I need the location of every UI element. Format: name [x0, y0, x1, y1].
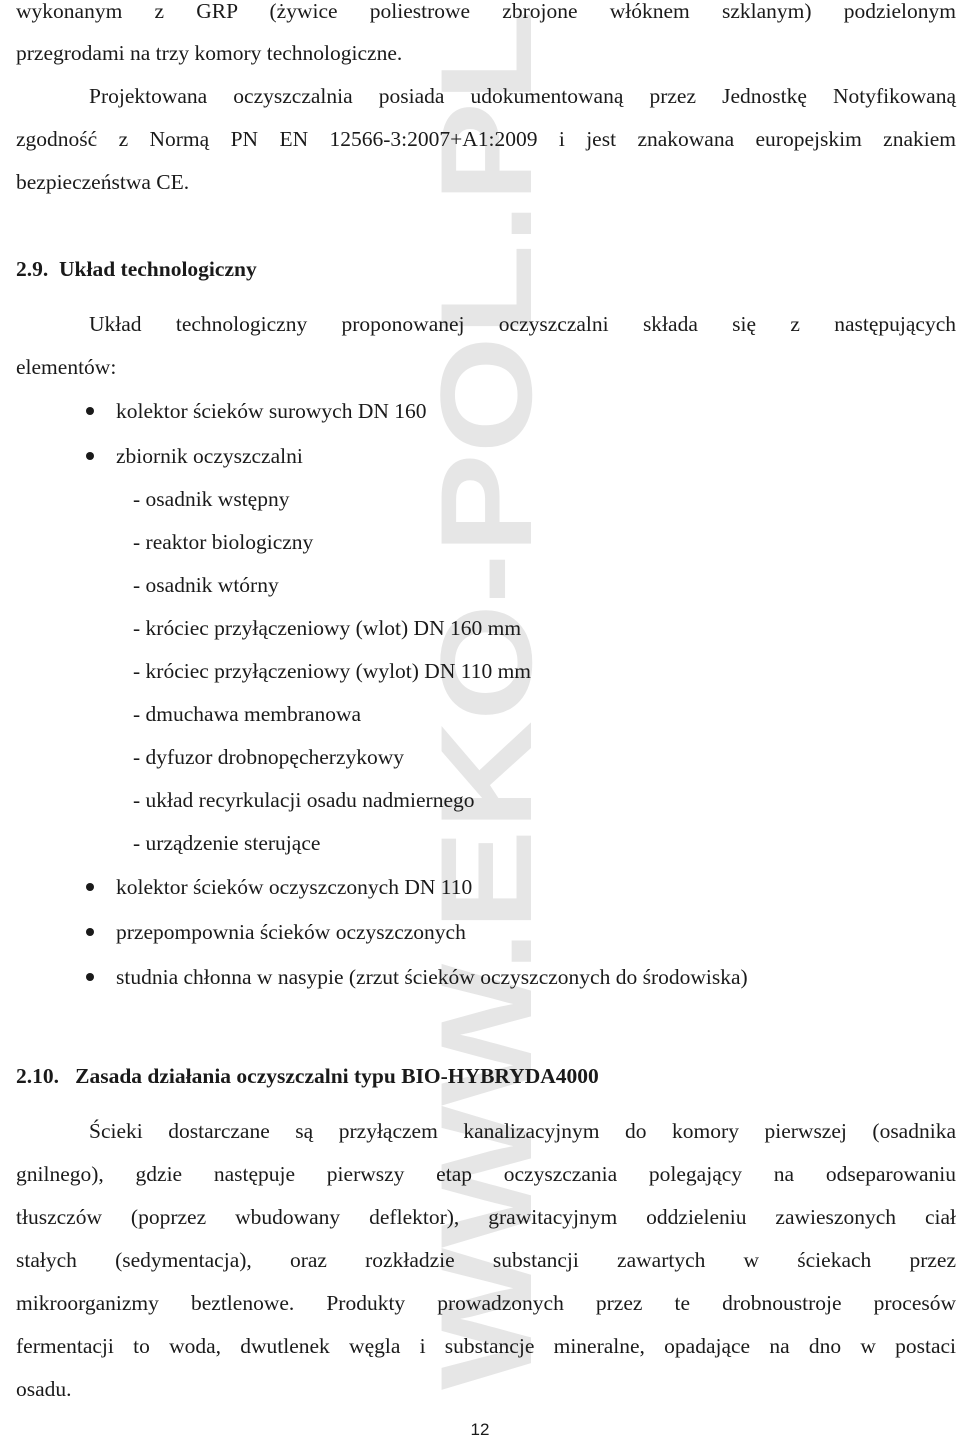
intro-line-2: przegrodami na trzy komory technologiczne.	[16, 41, 403, 65]
section-2-10-line-5: mikroorganizmy beztlenowe. Produkty prowadzonych przez te drobnoustroje procesów	[16, 1291, 956, 1315]
list-item-label: studnia chłonna w nasypie (zrzut ścieków oczyszczonych do środowiska)	[116, 965, 748, 989]
list-item	[78, 873, 472, 901]
intro-line-5: bezpieczeństwa CE.	[16, 170, 190, 194]
bullet-icon	[86, 883, 94, 891]
bullet-icon	[86, 407, 94, 415]
section-heading-2-10: 2.10. Zasada działania oczyszczalni typu BIO-HYBRYDA4000	[16, 1064, 599, 1088]
section-2-10-line-6: fermentacji to woda, dwutlenek węgla i substancje mineralne, opadające na dno w postaci	[16, 1334, 956, 1358]
list-item-label: zbiornik oczyszczalni	[116, 444, 303, 468]
section-2-10-line-2: gnilnego), gdzie następuje pierwszy etap oczyszczania polegający na odseparowaniu	[16, 1162, 956, 1186]
list-item-label: przepompownia ścieków oczyszczonych	[116, 920, 466, 944]
list-item	[78, 918, 466, 946]
section-heading-2-9: 2.9. Układ technologiczny	[16, 257, 257, 281]
section-2-10-line-4: stałych (sedymentacja), oraz rozkładzie substancji zawartych w ściekach przez	[16, 1248, 956, 1272]
section-2-10-line-1: Ścieki dostarczane są przyłączem kanalizacyjnym do komory pierwszej (osadnika	[89, 1119, 956, 1143]
list-item	[78, 442, 303, 470]
section-2-9-para-line-2: elementów:	[16, 355, 117, 379]
sub-list-item: - układ recyrkulacji osadu nadmiernego	[133, 788, 475, 812]
list-item	[78, 963, 748, 991]
sub-list-item: - osadnik wtórny	[133, 573, 279, 597]
list-item-label: kolektor ścieków surowych DN 160	[116, 399, 427, 423]
section-2-10-line-7: osadu.	[16, 1377, 72, 1401]
bullet-icon	[86, 928, 94, 936]
sub-list-item: - urządzenie sterujące	[133, 831, 321, 855]
page-number: 12	[470, 1420, 490, 1439]
sub-list-item: - dmuchawa membranowa	[133, 702, 362, 726]
sub-list-item: - dyfuzor drobnopęcherzykowy	[133, 745, 405, 769]
sub-list-item: - osadnik wstępny	[133, 487, 290, 511]
section-2-10-line-3: tłuszczów (poprzez wbudowany deflektor), grawitacyjnym oddzieleniu zawieszonych ciał	[16, 1205, 956, 1229]
intro-line-1: wykonanym z GRP (żywice poliestrowe zbrojone włóknem szklanym) podzielonym	[16, 0, 956, 23]
sub-list-item: - reaktor biologiczny	[133, 530, 314, 554]
intro-line-4: zgodność z Normą PN EN 12566-3:2007+A1:2009 i jest znakowana europejskim znakiem	[16, 127, 956, 151]
list-item-label: kolektor ścieków oczyszczonych DN 110	[116, 875, 473, 899]
intro-line-3: Projektowana oczyszczalnia posiada udokumentowaną przez Jednostkę Notyfikowaną	[89, 84, 956, 108]
watermark-text: WWW.EKO-POL.PL	[413, 198, 559, 1390]
sub-list-item: - króciec przyłączeniowy (wlot) DN 160 mm	[133, 616, 522, 640]
sub-list-item: - króciec przyłączeniowy (wylot) DN 110 mm	[133, 659, 532, 683]
list-item	[78, 397, 427, 425]
bullet-icon	[86, 973, 94, 981]
section-2-9-para-line-1: Układ technologiczny proponowanej oczyszczalni składa się z następujących	[89, 312, 956, 336]
bullet-icon	[86, 452, 94, 460]
